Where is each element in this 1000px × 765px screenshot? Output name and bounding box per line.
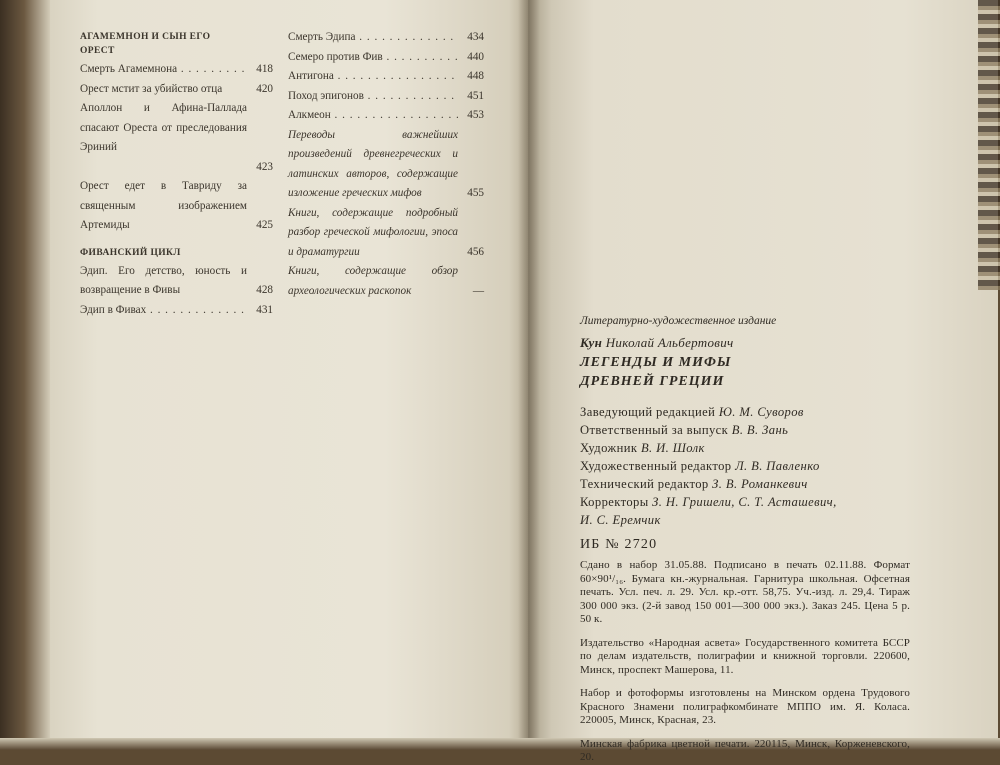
- edition-type: Литературно-художественное издание: [580, 315, 777, 327]
- toc-entry-page: 434: [467, 31, 484, 43]
- credit-name: И. С. Еремчик: [580, 513, 661, 527]
- credits-list: [580, 403, 910, 529]
- credit-name: Л. В. Павленко: [735, 459, 820, 473]
- toc-entry-page: 448: [467, 70, 484, 82]
- factory-info: Минская фабрика цветной печати. 220115, Минск, Корженевского, 20.: [580, 737, 910, 763]
- toc-column-right: [288, 28, 484, 301]
- toc-entry: [80, 60, 273, 80]
- book-gutter: [518, 0, 540, 740]
- credit-line: [580, 439, 910, 457]
- toc-entry-page: 453: [467, 109, 484, 121]
- author-surname: Кун: [580, 335, 603, 350]
- toc-entry: [288, 28, 484, 48]
- toc-entry-title: Смерть Эдипа . . .: [288, 28, 458, 48]
- credit-line: [580, 475, 910, 493]
- toc-entry-title: Аполлон и Афина-Паллада спасают Ореста от преследования Эриний: [80, 102, 247, 153]
- credit-name: В. И. Шолк: [640, 441, 705, 455]
- toc-entry: [80, 177, 273, 236]
- toc-entry-title: Переводы важнейших произведений древнегреческих и латинских авторов, содержащие изложение греческих мифов: [288, 128, 458, 199]
- toc-entry-title: Антигона . . .: [288, 67, 458, 87]
- toc-entry-page: 451: [467, 89, 484, 102]
- toc-entry-page: 440: [467, 50, 484, 63]
- toc-entry-title: Семеро против Фив . . .: [288, 48, 458, 68]
- toc-entry-page: 455: [467, 187, 484, 199]
- toc-entry-page: 431: [256, 303, 273, 316]
- toc-entry-title: Эдип. Его детство, юность и возвращение в Фивы: [80, 264, 247, 296]
- imprint-block: [580, 315, 910, 765]
- toc-entry-page: 420: [256, 82, 273, 95]
- credit-line: [580, 493, 910, 511]
- toc-entry: [288, 204, 484, 263]
- credit-name: З. В. Романкевич: [712, 477, 808, 491]
- credit-role: Технический редактор: [580, 477, 709, 491]
- toc-section-header: АГАМЕМНОН И СЫН ЕГО: [80, 32, 211, 42]
- toc-entry-page: 425: [256, 219, 273, 231]
- credit-line: [580, 457, 910, 475]
- credit-role: Ответственный за выпуск: [580, 423, 729, 437]
- toc-entry-title: Книги, содержащие обзор археологических раскопок: [288, 265, 458, 297]
- print-details: Сдано в набор 31.05.88. Подписано в печать 02.11.88. Формат 60×90¹/₁₆. Бумага кн.-журнальная. Гарнитура школьная. Офсетная печать. Усл. печ. л. 29. Усл. кр.-отт. 58,75. Уч.-изд. л. 29,4. Тираж 300 000 экз. (2-й завод 150 001—300 000 экз.). Заказ 245. Цена 5 р. 50 к.: [580, 559, 910, 625]
- toc-entry-title: Орест едет в Тавриду за священным изображением Артемиды: [80, 180, 247, 231]
- toc-section-header: ФИВАНСКИЙ ЦИКЛ: [80, 247, 181, 258]
- toc-entry-page: 418: [256, 63, 273, 75]
- credit-line: [580, 421, 910, 439]
- credit-name: З. Н. Гришели, С. Т. Асташевич,: [652, 495, 837, 509]
- toc-entry: [80, 80, 273, 100]
- toc-entry-title: Алкмеон . . .: [288, 106, 458, 126]
- printer-info: Набор и фотоформы изготовлены на Минском ордена Трудового Красного Знамени полиграфкомбинате МППО им. Я. Коласа. 220005, Минск, Красная, 23.: [580, 687, 910, 726]
- book-title-line: ЛЕГЕНДЫ И МИФЫ: [580, 355, 732, 370]
- toc-entry: [80, 99, 273, 177]
- toc-entry-title: Смерть Агамемнона . . .: [80, 60, 247, 80]
- toc-entry-page: 456: [467, 245, 484, 258]
- author-name: Николай Альбертович: [605, 335, 734, 350]
- credit-role: Заведующий редакцией: [580, 405, 716, 419]
- toc-column-left: [80, 28, 273, 320]
- ib-number: ИБ № 2720: [580, 537, 658, 552]
- author-line: [580, 335, 910, 351]
- toc-entry: [288, 106, 484, 126]
- toc-entry-page: —: [472, 284, 484, 297]
- toc-entry-title: Орест мстит за убийство отца: [80, 82, 223, 95]
- credit-name: Ю. М. Суворов: [718, 405, 804, 419]
- toc-entry: [288, 126, 484, 204]
- toc-entry-page: 423: [256, 160, 273, 173]
- book-title: [580, 353, 910, 391]
- toc-entry: [80, 301, 273, 321]
- toc-entry: [288, 67, 484, 87]
- toc-entry-title: Поход эпигонов . . .: [288, 87, 458, 107]
- toc-entry-title: Эдип в Фивах . . .: [80, 301, 247, 321]
- decorative-border-strip: [978, 0, 1000, 290]
- credit-role: Художник: [580, 441, 638, 455]
- book-title-line: ДРЕВНЕЙ ГРЕЦИИ: [580, 374, 725, 389]
- credit-role: Корректоры: [580, 495, 649, 509]
- toc-entry: [288, 262, 484, 301]
- toc-entry-title: Книги, содержащие подробный разбор греческой мифологии, эпоса и драматургии: [288, 206, 458, 258]
- credit-role: Художественный редактор: [580, 459, 732, 473]
- publisher-info: Издательство «Народная асвета» Государственного комитета БССР по делам издательств, полиграфии и книжной торговли. 220600, Минск, проспект Машерова, 11.: [580, 636, 910, 676]
- credit-name: В. В. Зань: [731, 423, 789, 437]
- toc-entry: [80, 262, 273, 301]
- toc-entry-page: 428: [256, 284, 273, 296]
- toc-section-header: ОРЕСТ: [80, 46, 115, 56]
- toc-entry: [288, 87, 484, 107]
- credit-line: [580, 403, 910, 421]
- toc-entry: [288, 48, 484, 68]
